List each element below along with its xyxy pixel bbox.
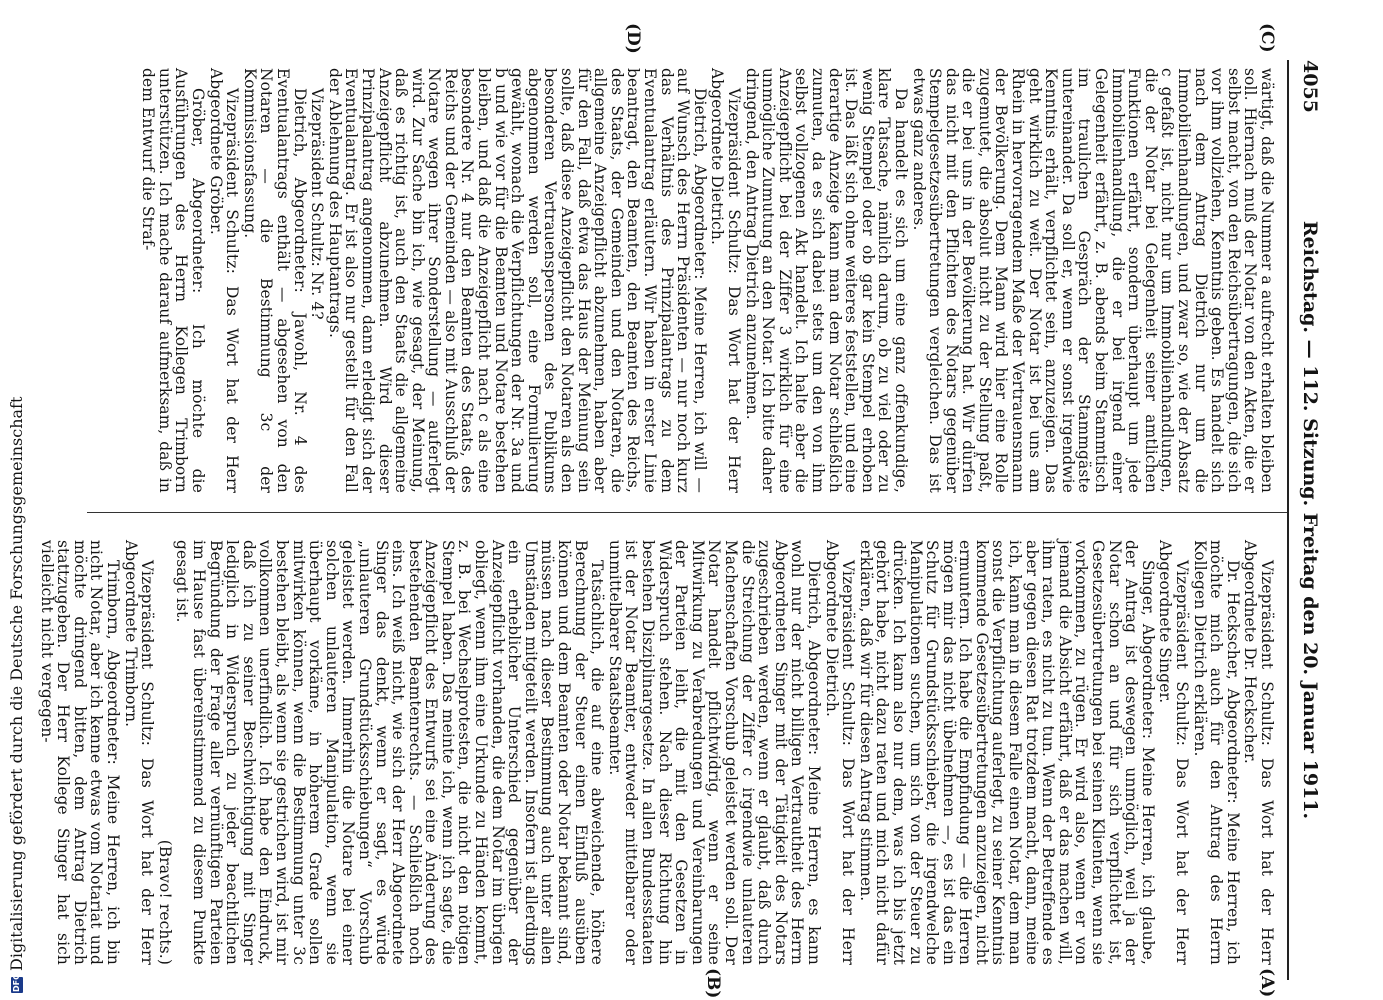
speaker-call: Vizepräsident Schultz: Das Wort hat der Herr Abgeordnete Gröber. [206,68,242,493]
speaker-call: Vizepräsident Schultz: Nr. 4? [308,88,327,320]
paragraph: Dietrich, Abgeordneter: Jawohl, Nr. 4 des Eventualantrags enthält — abgesehen von den Notaren — die Bestimmung 3c der Kommissionsfassung. [240,68,309,493]
column-divider [87,512,1287,513]
speaker-call: Vizepräsident Schultz: Das Wort hat der Herr Abgeordnete Trimborn. [121,540,157,965]
margin-marker-b: (B) [703,968,723,999]
text-column-right [37,540,1276,965]
speaker-call: Vizepräsident Schultz: Das Wort hat der Herr Abgeordnete Dr. Heckscher. [1241,540,1276,965]
speaker-call: Vizepräsident Schultz: Das Wort hat der Herr Abgeordnete Dietrich. [708,68,743,493]
dfg-logo-icon: DFG [12,973,21,992]
applause-note: (Bravo! rechts.) [155,839,174,965]
digitization-credit [7,396,26,993]
text-column-left [90,68,1275,493]
credit-text: Digitalisierung gefördert durch die Deutsche Forschungsgemeinschaft [7,396,26,971]
running-title: Reichstag. — 112. Sitzung. Freitag den 20. Januar 1911. [1299,220,1321,820]
paragraph: Singer, Abgeordneter: Meine Herren, ich glaube, der Antrag ist deswegen unmöglich, weil ja der Notar schon an und für sich verpflichtet ist, Gesetzesübertretungen bei seinen Klienten, wenn sie vorkommen, zu rügen. Er wird also, wenn er von jemand die Absicht erfährt, daß er das machen will, ihm raten, es nicht zu tun. Wenn der Betreffende es aber gegen diesen Rat trotzdem macht, dann, meine ich, kann man in diesem Falle einen Notar, dem man sonst die Verpflichtung auferlegt, zu seiner Kenntnis kommende Gesetzesübertretungen anzuzeigen, nicht ermuntern. Ich habe die Empfindung — die Herren mögen mir das nicht übelnehmen —, es ist das ein Schutz für Grundstücksschieber, die irgendwelche Manipulationen suchen, um sich von der Steuer zu drücken. Ich kann also nur dem, was ich bis jetzt gehört habe, nicht dazu raten und mich nicht dafür erklären, daß wir für diesen Antrag stimmen. [856,540,1157,965]
speaker-call: Vizepräsident Schultz: Das Wort hat der Herr Abgeordnete Singer. [1156,540,1192,965]
paragraph: Dietrich, Abgeordneter: Meine Herren, es kann wohl nur der nicht billigen Vertrautheit des Herrn Abgeordneten Singer mit der Tätigkeit des Notars zugeschrieben werden, wenn er glaubt, daß durch die Streichung der Ziffer c irgendwie unlauteren Machenschaften Vorschub geleistet werden soll. Der Notar handelt pflichtwidrig, wenn er seine Mitwirkung zu Verabredungen und Vereinbarungen der Parteien leiht, die mit den Gesetzen in Widerspruch stehen. Nach dieser Richtung hin bestehen Disziplinargesetze. In allen Bundesstaaten ist der Notar Beamter, entweder mittelbarer oder unmittelbarer Staatsbeamter. [605,540,823,965]
paragraph: Dietrich, Abgeordneter: Meine Herren, ich will — auf Wunsch des Herrn Präsidenten — nur noch kurz das Verhältnis des Prinzipalantrags zu dem Eventualantrag erläutern. Wir haben in erster Linie beantragt, den Beamten, den Beamten des Reichs, des Staats, der Gemeinden und den Notaren, die allgemeine Anzeigepflicht abzunehmen, haben aber für den Fall, daß etwa das Haus der Meinung sein sollte, daß diese Anzeigepflicht den Notaren als den besonderen Vertrauenspersonen des Publikums abgenommen werden soll, eine Formulierung gewählt, wonach die Verpflichtungen der Nr. 3a und b und wie vor für die Beamten und Notare bestehen bleiben, und daß die Anzeigepflicht nach c als eine besondere Nr. 4 nur den Beamten des Staats, des Reichs und der Gemeinden — also mit Ausschluß der Notare wegen ihrer Sonderstellung — auferlegt wird. Zur Sache bin ich, wie gesagt, der Meinung, daß es richtig ist, auch den Staats die allgemeine Anzeigepflicht abzunehmen. Wird dieser Prinzipalantrag angenommen, dann erledigt sich der Eventualantrag. Er ist also nur gestellt für den Fall der Ablehnung des Hauptantrags. [325,68,709,493]
page-header [1291,60,1321,980]
header-rule [1287,60,1289,980]
margin-marker-d: (D) [623,23,643,54]
paragraph: Da handelt es sich um eine ganz offenkundige, klare Tatsache, nämlich darum, ob zu viel oder zu wenig Stempel oder ob gar kein Stempel erhoben ist. Das läßt sich ohne weiteres feststellen, und eine derartige Anzeige kann man dem Notar schließlich zumuten, da es sich dabei stets um den von ihm selbst vollzogenen Akt handelt. Ich halte aber die Anzeigepflicht bei der Ziffer 3 wirklich für eine unmögliche Zumutung an den Notar. Ich bitte daher dringend, den Antrag Dietrich anzunehmen. [742,68,910,493]
paragraph: Dr. Heckscher, Abgeordneter: Meine Herren, ich möchte mich auch für den Antrag des Herrn Kollegen Dietrich erklären. [1190,540,1242,965]
paragraph: wärtigt, daß die Nummer a aufrecht erhalten bleiben soll. Hiernach muß der Notar von den Akten, die er selbst macht, von den Reichsübertragungen, die sich vor ihm vollziehen, Kenntnis geben. Es handelt sich nach dem Antrag Dietrich nur um die Immobilienhandlungen, und zwar so, wie der Absatz c gefaßt ist, nicht nur um Immobilienhandlungen, die der Notar bei Gelegenheit seiner amtlichen Funktionen erfährt, sondern überhaupt um jede Immobilienhandlung, die er bei irgend einer Gelegenheit erfährt, z. B. abends beim Stammtisch im traulichen Gespräch der Stammgäste untereinander. Da soll er, wenn er sonst irgendwie Kenntnis erhält, verpflichtet sein, anzuzeigen. Das geht wirklich zu weit. Der Notar ist bei uns am Rhein in hervorragendem Maße der Vertrauensmann der Bevölkerung. Dem Mann wird hier eine Rolle zugemutet, die absolut nicht zu der Stellung paßt, die er bei uns in der Bevölkerung hat. Wir dürfen das nicht mit den Pflichten des Notars gegenüber Stempelgesetzesübertretungen vergleichen. Das ist etwas ganz anderes. [909,68,1276,493]
paragraph: Gröber, Abgeordneter: Ich möchte die Ausführungen des Herrn Kollegen Trimborn unterstützen. Ich mache darauf aufmerksam, daß in dem Entwurf die Straf- [139,68,207,493]
margin-marker-c: (C) [1257,23,1277,53]
paragraph: Trimborn, Abgeordneter: Meine Herren, ich bin nicht Notar, aber ich kenne etwas vom Notariat und möchte dringend bitten, dem Antrag Dietrich stattzugeben. Der Herr Kollege Singer hat sich vielleicht nicht vergegen- [37,540,123,965]
page-number: 4055 [1299,60,1321,113]
margin-marker-a: (A) [1257,968,1277,998]
speaker-call: Vizepräsident Schultz: Das Wort hat der Herr Abgeordnete Dietrich. [822,540,858,965]
paragraph: Tatsächlich, die auf eine abweichende, höhere Berechnung der Steuer einen Einfluß ausüben können und dem Beamten oder Notar bekannt sind, müssen nach dieser Bestimmung auch unter allen Umständen mitgeteilt werden. Insofern ist allerdings ein erheblicher Unterschied gegenüber der Anzeigepflicht vorhanden, die dem Notar im übrigen obliegt, wenn ihm eine Urkunde zu Händen kommt, z. B. bei Wechselprotesten, die nicht den nötigen Stempel haben. Das meinte ich, wenn ich sagte, die Anzeigepflicht des Entwurfs sei eine Änderung des bestehenden Beamtenrechts. — Schließlich noch eins. Ich weiß nicht, wie sich der Herr Abgeordnete Singer das denkt, wenn er sagt, es würde „unlauteren Grundstücksschiebungen“ Vorschub geleistet werden. Immerhin die Notare bei einer solchen unlauteren Manipulation, wenn sie überhaupt vorkäme, in höherem Grade sollen mitwirken können, wenn die Bestimmung unter 3c bestehen bleibt, als wenn sie gestrichen wird, ist mir vollkommen unerfindlich. Ich habe den Eindruck, daß ich zu seiner Beschwichtigung mit Singer lediglich in Widerspruch zu jeder beachtlichen Begründung der Frage aller vernünftigen Parteien im Hause fast übereinstimmend zu diesem Punkte gesagt ist. [173,540,607,965]
